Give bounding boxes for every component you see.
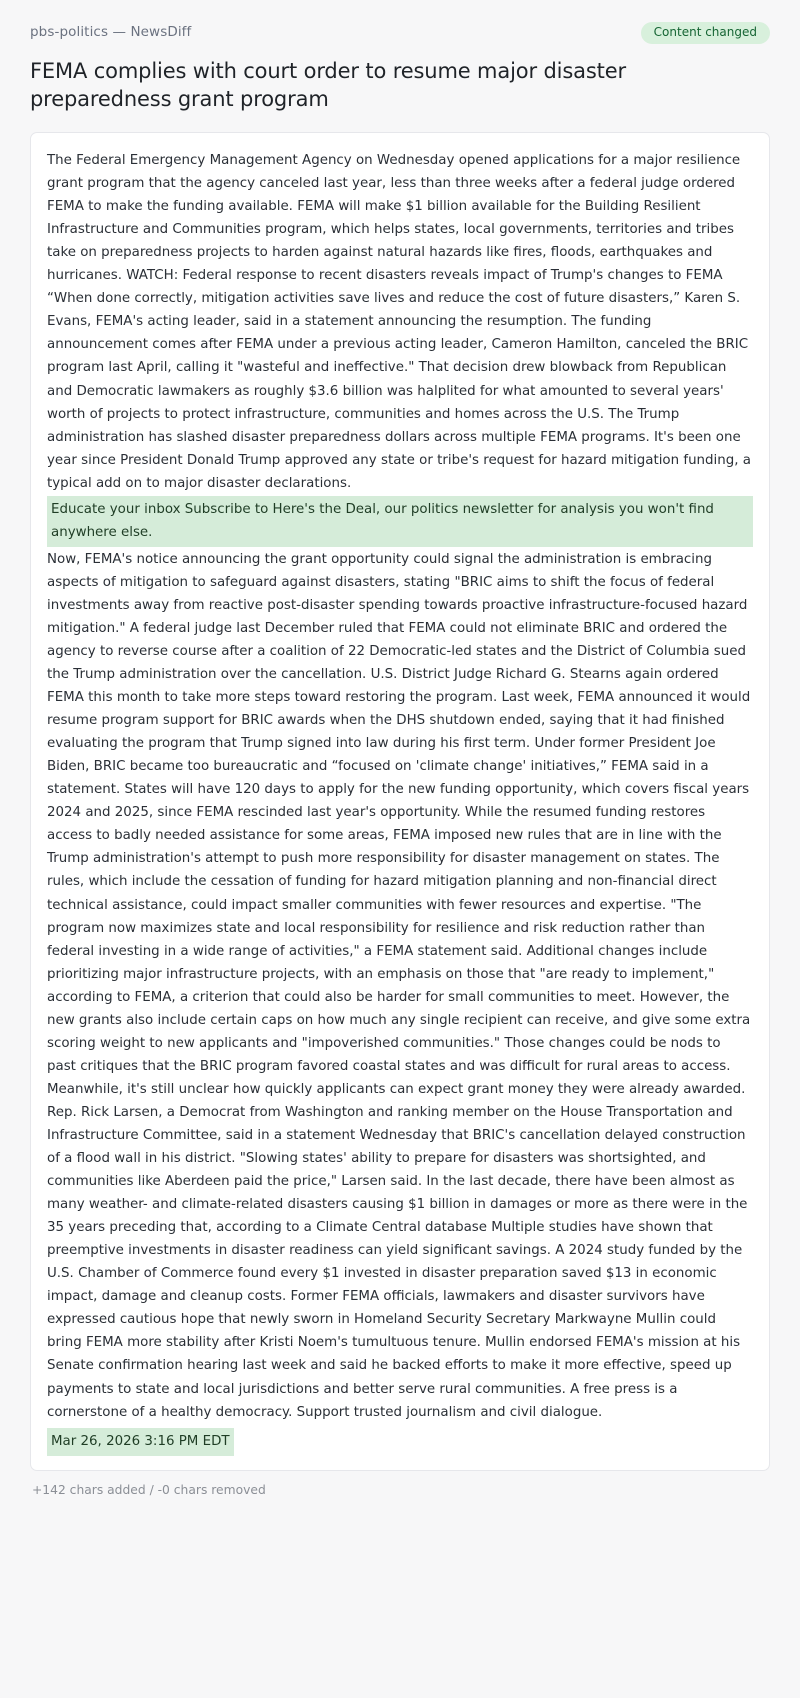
source-label: pbs-politics — NewsDiff	[30, 24, 192, 40]
top-bar	[30, 22, 770, 44]
article-card	[30, 132, 770, 1471]
article-body	[47, 149, 753, 1456]
status-badge: Content changed	[641, 22, 770, 44]
inserted-text-newsletter: Educate your inbox Subscribe to Here's the Deal, our politics newsletter for analysis you won't find anywhere else.	[47, 496, 753, 547]
diff-summary: +142 chars added / -0 chars removed	[32, 1482, 266, 1497]
inserted-text-timestamp: Mar 26, 2026 3:16 PM EDT	[47, 1428, 234, 1456]
page-title: FEMA complies with court order to resume major disaster preparedness grant program	[30, 59, 626, 112]
article-paragraph-2: Now, FEMA's notice announcing the grant opportunity could signal the administration is embracing aspects of mitigation to safeguard against disasters, stating "BRIC aims to shift the focus of federal investments away from reactive post-disaster spending towards proactive infrastructure-focused hazard mitigation." A federal judge last December ruled that FEMA could not eliminate BRIC and ordered the agency to reverse course after a coalition of 22 Democratic-led states and the District of Columbia sued the Trump administration over the cancellation. U.S. District Judge Richard G. Stearns again ordered FEMA this month to take more steps toward restoring the program. Last week, FEMA announced it would resume program support for BRIC awards when the DHS shutdown ended, saying that it had finished evaluating the program that Trump signed into law during his first term. Under former President Joe Biden, BRIC became too bureaucratic and “focused on 'climate change' initiatives,” FEMA said in a statement. States will have 120 days to apply for the new funding opportunity, which covers fiscal years 2024 and 2025, since FEMA rescinded last year's opportunity. While the resumed funding restores access to badly needed assistance for some areas, FEMA imposed new rules that are in line with the Trump administration's attempt to push more responsibility for disaster management on states. The rules, which include the cessation of funding for hazard mitigation planning and non-financial direct technical assistance, could impact smaller communities with fewer resources and expertise. "The program now maximizes state and local responsibility for resilience and risk reduction rather than federal investing in a wide range of activities," a FEMA statement said. Additional changes include prioritizing major infrastructure projects, with an emphasis on those that "are ready to implement," according to FEMA, a criterion that could also be harder for small communities to meet. However, the new grants also include certain caps on how much any single recipient can receive, and give some extra scoring weight to new applicants and "impoverished communities." Those changes could be nods to past critiques that the BRIC program favored coastal states and was difficult for rural areas to access. Meanwhile, it's still unclear how quickly applicants can expect grant money they were already awarded. Rep. Rick Larsen, a Democrat from Washington and ranking member on the House Transportation and Infrastructure Committee, said in a statement Wednesday that BRIC's cancellation delayed construction of a flood wall in his district. "Slowing states' ability to prepare for disasters was shortsighted, and communities like Aberdeen paid the price," Larsen said. In the last decade, there have been almost as many weather- and climate-related disasters causing $1 billion in damages or more as there were in the 35 years preceding that, according to a Climate Central database Multiple studies have shown that preemptive investments in disaster readiness can yield significant savings. A 2024 study funded by the U.S. Chamber of Commerce found every $1 invested in disaster preparation saved $13 in economic impact, damage and cleanup costs. Former FEMA officials, lawmakers and disaster survivors have expressed cautious hope that newly sworn in Homeland Security Secretary Markwayne Mullin could bring FEMA more stability after Kristi Noem's tumultuous tenure. Mullin endorsed FEMA's mission at his Senate confirmation hearing last week and said he backed efforts to make it more effective, speed up payments to state and local jurisdictions and better serve rural communities. A free press is a cornerstone of a healthy democracy. Support trusted journalism and civil dialogue.	[47, 551, 751, 1420]
article-paragraph-1: The Federal Emergency Management Agency on Wednesday opened applications for a major resilience grant program that the agency canceled last year, less than three weeks after a federal judge ordered FEMA to make the funding available. FEMA will make $1 billion available for the Building Resilient Infrastructure and Communities program, which helps states, local governments, territories and tribes take on preparedness projects to harden against natural hazards like fires, floods, earthquakes and hurricanes. WATCH: Federal response to recent disasters reveals impact of Trump's changes to FEMA “When done correctly, mitigation activities save lives and reduce the cost of future disasters,” Karen S. Evans, FEMA's acting leader, said in a statement announcing the resumption. The funding announcement comes after FEMA under a previous acting leader, Cameron Hamilton, canceled the BRIC program last April, calling it "wasteful and ineffective." That decision drew blowback from Republican and Democratic lawmakers as roughly $3.6 billion was halplited for what amounted to several years' worth of projects to protect infrastructure, communities and homes across the U.S. The Trump administration has slashed disaster preparedness dollars across multiple FEMA programs. It's been one year since President Donald Trump approved any state or tribe's request for hazard mitigation funding, a typical add on to major disaster declarations.	[47, 153, 751, 491]
